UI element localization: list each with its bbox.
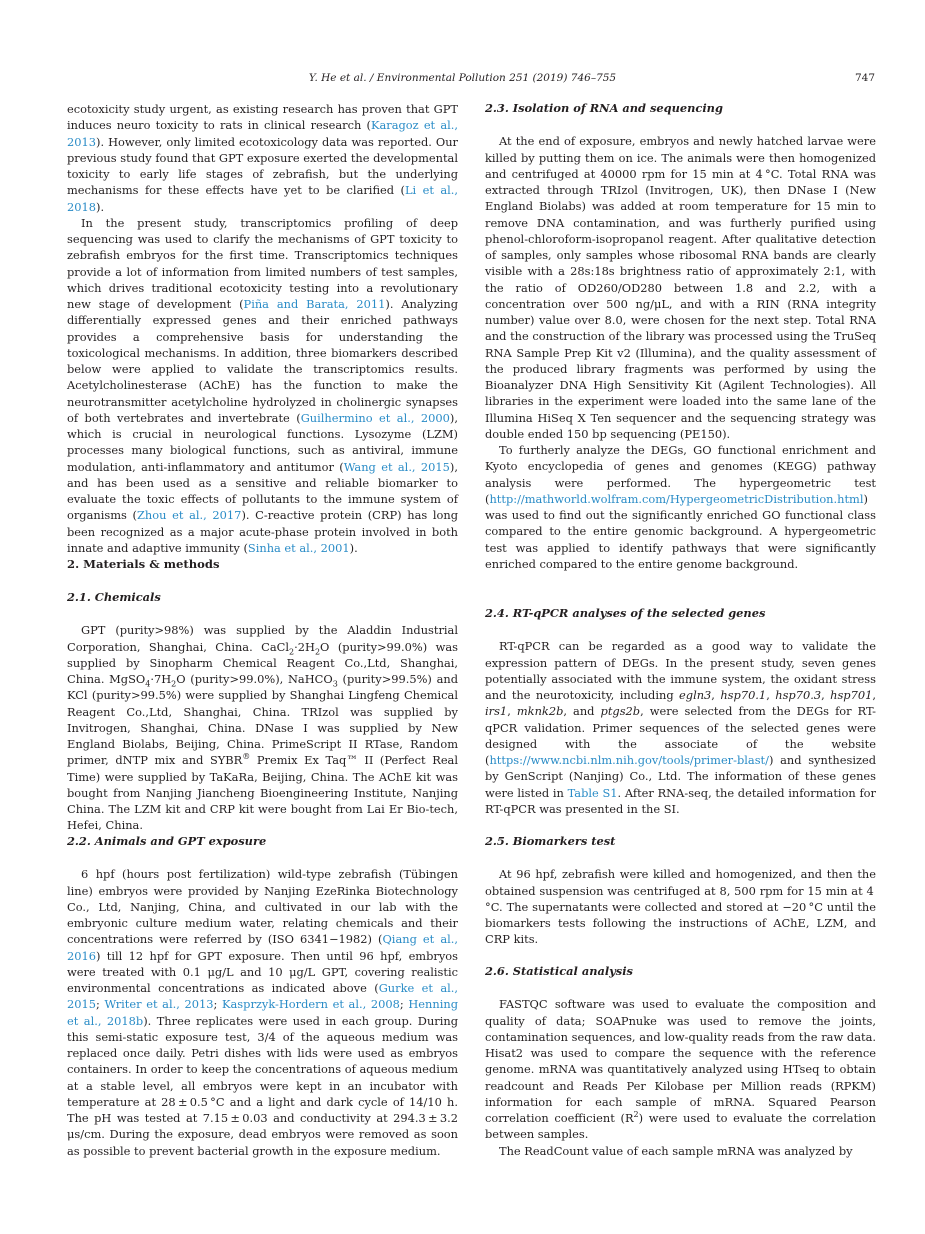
- intro-paragraph-2: In the present study, transcriptomics profiling of deep sequencing was used to clarify the mechanisms of GPT toxicity to zebrafish embryos for the first time. Transcriptomics techniques provide a lot of information from limited numbers of test samples, which drives traditional ecotoxicity testing into a revolutionary new stage of development (Piña and Barata, 2011). Analyzing differentially expressed genes and their enriched pathways provides a comprehensive basis for understanding the toxicological mechanisms. In addition, three biomarkers described below were applied to validate the transcriptomics results. Acetylcholinesterase (AChE) has the function to make the neurotransmitter acetylcholine hydrolyzed in cholinergic synapses of both vertebrates and invertebrate (Guilhermino et al., 2000), which is crucial in neurological functions. Lysozyme (LZM) processes many biological functions, such as antiviral, immune modulation, anti-inflammatory and antitumor (Wang et al., 2015), and has been used as a sensitive and reliable biomarker to evaluate the toxic effects of pollutants to the immune system of organisms (Zhou et al., 2017). C-reactive protein (CRP) has long been recognized as a major acute-phase protein involved in both innate and adaptive immunity (Sinha et al., 2001).: [67, 215, 459, 555]
- superscript: ®: [242, 752, 251, 762]
- gene-name: hsp70.3: [775, 688, 822, 702]
- citation-link[interactable]: Guilhermino et al., 2000: [300, 410, 450, 425]
- subsection-heading: 2.1. Chemicals: [67, 590, 161, 604]
- section-heading: 2. Materials & methods: [67, 557, 220, 571]
- subscript: 2: [314, 646, 321, 656]
- citation-link[interactable]: Kasprzyk-Hordern et al., 2008: [222, 997, 400, 1012]
- page-number: 747: [854, 72, 875, 84]
- gene-name: egln3: [679, 688, 712, 702]
- gene-name: mknk2b: [516, 704, 564, 719]
- citation-link[interactable]: https://www.ncbi.nlm.nih.gov/tools/primer-blast/: [489, 753, 769, 767]
- citation-link[interactable]: Writer et al., 2013: [104, 997, 214, 1012]
- citation-link[interactable]: Sinha et al., 2001: [247, 540, 350, 555]
- chemicals-paragraph: GPT (purity>98%) was supplied by the Aladdin Industrial Corporation, Shanghai, China. $CaCl_2\cdot 2H_2O$ (purity>99.0%) was supplied by Sinopharm Chemical Reagent Co.,Ltd, Shanghai, China. $MgSO_4\cdot 7H_2O$ (purity>99.0%), NaHCO$_3$ (purity>99.5%) and KCl (purity>99.5%) were supplied by Shanghai Lingfeng Chemical Reagent Co.,Ltd, Shanghai, China. TRIzol was supplied by Invitrogen, Shanghai, China. DNase I was supplied by New England Biolabs, Beijing, China. PrimeScript II RTase, Random primer, dNTP mix and SYBR® Premix Ex Taq™ II (Perfect Real Time) were supplied by TaKaRa, Beijing, China. The AChE kit was bought from Nanjing Jiancheng Bioengineering Institute, Nanjing China. The LZM kit and CRP kit were bought from Lai Er Bio-tech, Hefei, China.: [67, 623, 459, 833]
- subscript: 2: [171, 679, 177, 689]
- subsection-heading: 2.3. Isolation of RNA and sequencing: [485, 101, 723, 115]
- statistics-paragraph-2: The ReadCount value of each sample mRNA was analyzed by: [499, 1143, 853, 1158]
- intro-paragraph-1: ecotoxicity study urgent, as existing research has proven that GPT induces neuro toxicity to rats in clinical research (Karagoz et al., 2013). However, only limited ecotoxicology data was reported. Our previous study found that GPT exposure exerted the developmental toxicity to early life stages of zebrafish, but the underlying mechanisms for these effects have yet to be clarified (Li et al., 2018).: [67, 102, 458, 214]
- rna-paragraph-1: At the end of exposure, embryos and newly hatched larvae were killed by putting them on ice. The animals were then homogenized and centrifuged at 40000 rpm for 15 min at 4 °C. Total RNA was extracted through TRIzol (Invitrogen, UK), then DNase I (New England Biolabs) was added at room temperature for 15 min to remove DNA contamination, and was furtherly purified using phenol-chloroform-isopropanol reagent. After qualitative detection of samples, only samples whose ribosomal RNA bands are clearly visible with a 28s:18s brightness ratio of approximately 2:1, with the ratio of OD260/OD280 between 1.8 and 2.2, with a concentration over 500 ng/μL, and with a RIN (RNA integrity number) value over 8.0, were chosen for the next step. Total RNA and the construction of the library was processed using the TruSeq RNA Sample Prep Kit v2 (Illumina), and the quality assessment of the produced library fragments was performed by using the Bioanalyzer DNA High Sensitivity Kit (Agilent Technologies). All libraries in the experiment were loaded into the same lane of the Illumina HiSeq X Ten sequencer and the sequencing strategy was double ended 150 bp sequencing (PE150).: [485, 134, 876, 441]
- citation-link[interactable]: Gurke et al., 2015: [67, 981, 459, 1012]
- subsection-heading: 2.5. Biomarkers test: [485, 834, 616, 848]
- subscript: 3: [332, 679, 338, 689]
- exposure-paragraph: 6 hpf (hours post fertilization) wild-type zebrafish (Tübingen line) embryos were provided by Nanjing EzeRinka Biotechnology Co., Ltd, Nanjing, China, and cultivated in our lab with the embryonic culture medium water, relating chemicals and their concentrations were referred by (ISO 6341−1982) (Qiang et al., 2016) till 12 hpf for GPT exposure. Then until 96 hpf, embryos were treated with 0.1 μg/L and 10 μg/L GPT, covering realistic environmental concentrations as indicated above (Gurke et al., 2015; Writer et al., 2013; Kasprzyk-Hordern et al., 2008; Henning et al., 2018b). Three replicates were used in each group. During this semi-static exposure test, 3/4 of the aqueous medium was replaced once daily. Petri dishes with lids were used as embryos containers. In order to keep the concentrations of aqueous medium at a stable level, all embryos were kept in an incubator with temperature at 28 ± 0.5 °C and a light and dark cycle of 14/10 h. The pH was tested at 7.15 ± 0.03 and conductivity at 294.3 ± 3.2 μs/cm. During the exposure, dead embryos were removed as soon as possible to prevent bacterial growth in the exposure medium.: [67, 867, 459, 1158]
- section-2-1: [67, 589, 458, 834]
- section-2-2: [67, 833, 458, 1159]
- gene-name: irs1: [485, 704, 508, 719]
- subscript: 2: [289, 646, 295, 656]
- citation-link[interactable]: Qiang et al., 2016: [67, 932, 458, 963]
- section-2-3: [485, 100, 876, 572]
- subsection-heading: 2.4. RT-qPCR analyses of the selected genes: [485, 606, 766, 620]
- rna-paragraph-2: To furtherly analyze the DEGs, GO functional enrichment and Kyoto encyclopedia of genes and genomes (KEGG) pathway analysis were performed. The hypergeometric test (http://mathworld.wolfram.com/HypergeometricDistribution.html) was used to find out the significantly enriched GO functional class compared to the entire genomic background. A hypergeometric test was applied to identify pathways that were significantly enriched compared to the entire genome background.: [485, 443, 876, 571]
- citation-link[interactable]: Wang et al., 2015: [343, 459, 450, 474]
- citation-link[interactable]: Table S1: [567, 785, 618, 800]
- gene-name: hsp701: [830, 688, 873, 702]
- citation-link[interactable]: Zhou et al., 2017: [136, 508, 242, 523]
- section-2-4: [485, 605, 876, 817]
- citation-link[interactable]: Li et al., 2018: [67, 183, 458, 214]
- subsection-heading: 2.2. Animals and GPT exposure: [67, 834, 267, 848]
- subscript: 4: [145, 679, 151, 689]
- running-head: Y. He et al. / Environmental Pollution 251 (2019) 746–755: [308, 72, 617, 84]
- gene-name: ptgs2b: [600, 704, 641, 719]
- intro-continued: [67, 101, 458, 556]
- statistics-paragraph-1: FASTQC software was used to evaluate the composition and quality of data; SOAPnuke was used to remove the joints, contamination sequences, and low-quality reads from the raw data. Hisat2 was used to compare the sequence with the reference genome. mRNA was quantitatively analyzed using HTseq to obtain readcount and Reads Per Kilobase per Million reads (RPKM) information for each sample of mRNA. Squared Pearson correlation coefficient $(R^2)$ were used to evaluate the correlation between samples.: [485, 997, 877, 1142]
- section-2-6: [485, 963, 876, 1159]
- citation-link[interactable]: Piña and Barata, 2011: [243, 297, 386, 311]
- section-2: [67, 556, 458, 572]
- citation-link[interactable]: Henning et al., 2018b: [67, 997, 458, 1028]
- citation-link[interactable]: http://mathworld.wolfram.com/HypergeometricDistribution.html: [489, 491, 864, 506]
- superscript: 2: [633, 1110, 639, 1120]
- section-2-5: [485, 833, 876, 948]
- citation-link[interactable]: Karagoz et al., 2013: [67, 118, 458, 149]
- gene-name: hsp70.1: [720, 688, 767, 702]
- subsection-heading: 2.6. Statistical analysis: [485, 964, 633, 978]
- rtqpcr-paragraph: RT-qPCR can be regarded as a good way to validate the expression pattern of DEGs. In the present study, seven genes potentially associated with the immune system, the oxidant stress and the neurotoxicity, including egln3, hsp70.1, hsp70.3, hsp701, irs1, mknk2b, and ptgs2b, were selected from the DEGs for RT-qPCR validation. Primer sequences of the selected genes were designed with the associate of the website (https://www.ncbi.nlm.nih.gov/tools/primer-blast/) and synthesized by GenScript (Nanjing) Co., Ltd. The information of these genes were listed in Table S1. After RNA-seq, the detailed information for RT-qPCR was presented in the SI.: [485, 639, 877, 816]
- biomarkers-paragraph: At 96 hpf, zebrafish were killed and homogenized, and then the obtained suspension was centrifuged at 8, 500 rpm for 15 min at 4 °C. The supernatants were collected and stored at −20 °C until the biomarkers tests following the instructions of AChE, LZM, and CRP kits.: [485, 867, 876, 947]
